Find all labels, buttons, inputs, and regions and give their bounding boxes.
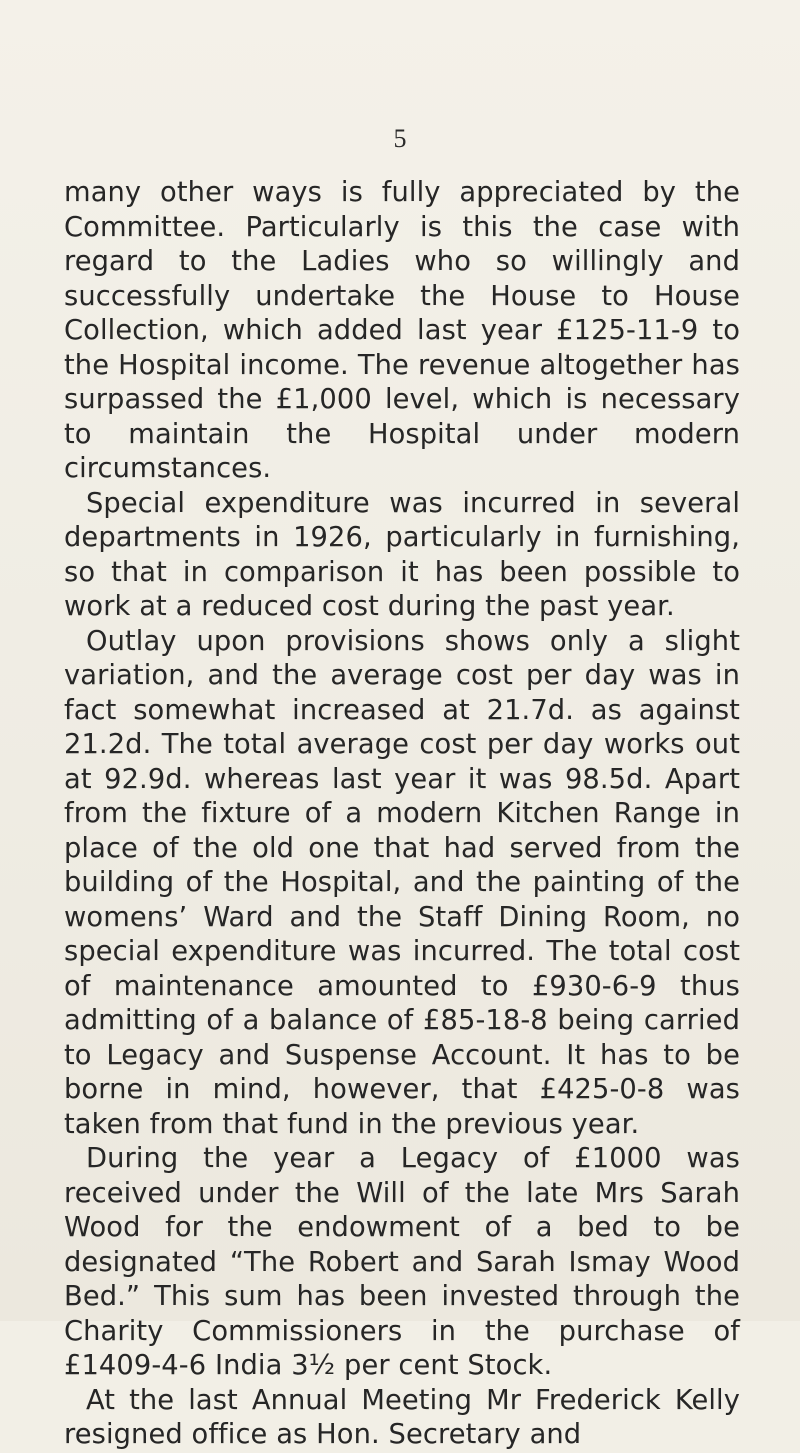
page-number: 5 xyxy=(393,124,407,153)
body-text xyxy=(64,176,740,1453)
paragraph-provisions-outlay: Outlay upon provisions shows only a slight variation, and the average cost per day was in fact somewhat increased at 21.7d. as against 21.2d. The total average cost per day works out at 92.9d. whereas last year it was 98.5d. Apart from the fixture of a modern Kitchen Range in place of the old one that had served from the building of the Hospital, and the painting of the womens’ Ward and the Staff Dining Room, no special expenditure was incurred. The total cost of maintenance amounted to £930-6-9 thus admitting of a balance of £85-18-8 being carried to Legacy and Suspense Account. It has to be borne in mind, however, that £425-0-8 was taken from that fund in the previous year. xyxy=(64,625,740,1140)
paragraph-legacy: During the year a Legacy of £1000 was received under the Will of the late Mrs Sarah Wood for the endowment of a bed to be designated “The Robert and Sarah Ismay Wood Bed.” This sum has been invested through the Charity Commissioners in the purchase of £1409-4-6 India 3½ per cent Stock. xyxy=(64,1143,740,1381)
paragraph-annual-meeting: At the last Annual Meeting Mr Frederick Kelly resigned office as Hon. Secretary and xyxy=(64,1384,740,1450)
paragraph-house-collection: many other ways is fully appreciated by the Committee. Particularly is this the case with regard to the Ladies who so willingly and successfully undertake the House to House Collection, which added last year £125-11-9 to the Hospital income. The revenue altogether has surpassed the £1,000 level, which is necessary to maintain the Hospital under modern circumstances. xyxy=(64,177,740,484)
paragraph-special-expenditure: Special expenditure was incurred in several departments in 1926, particularly in furnishing, so that in comparison it has been possible to work at a reduced cost during the past year. xyxy=(64,487,740,622)
